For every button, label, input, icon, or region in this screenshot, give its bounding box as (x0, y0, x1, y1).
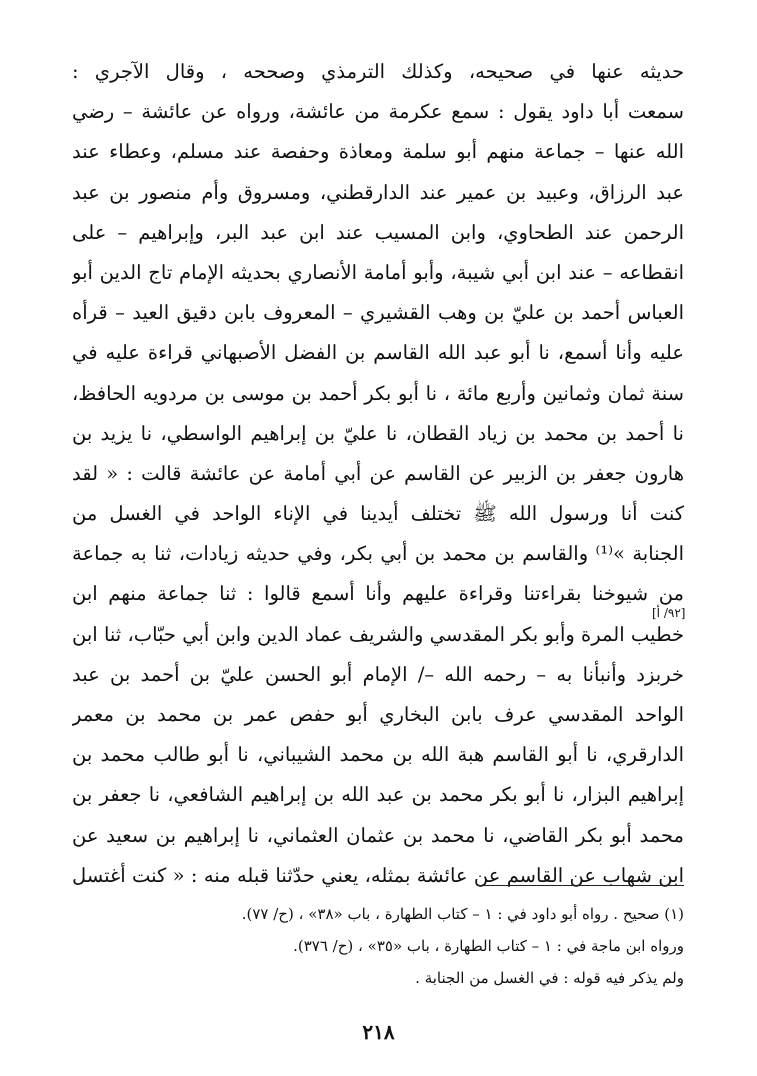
text-line: سمعت أبا داود يقول : سمع عكرمة من عائشة، ورواه عن عائشة – رضي (72, 100, 684, 124)
text-line: هارون جعفر بن الزبير عن القاسم عن أبي أمامة عن عائشة قالت : « لقد (72, 461, 684, 485)
text-line: خطيب المرة وأبو بكر المقدسي والشريف عماد الدين وابن أبي حبّاب، ثنا ابن (72, 622, 684, 646)
footnotes-block (160, 898, 684, 994)
page-number: ٢١٨ (362, 1020, 395, 1044)
text-line: انقطاعه – عند ابن أبي شيبة، وأبو أمامة الأنصاري بحديثه الإمام تاج الدين أبو (72, 260, 684, 284)
footnote-separator (478, 885, 684, 886)
footnote-line: ورواه ابن ماجة في : ١ – كتاب الطهارة ، باب «٣٥» ، (ح/ ٣٧٦). (293, 937, 684, 955)
text-line: خربزد وأنبأنا به – رحمه الله –/ الإمام أبو الحسن عليّ بن أحمد بن عبد (72, 662, 684, 686)
text-line: حديثه عنها في صحيحه، وكذلك الترمذي وصححه ، وقال الآجري : (72, 60, 684, 83)
text-line: الله عنها – جماعة منهم أبو سلمة ومعاذة وحفصة عند مسلم، وعطاء عند (72, 140, 684, 164)
text-line: محمد أبو بكر القاضي، نا محمد بن عثمان العثماني، نا إبراهيم بن سعيد عن (72, 823, 684, 847)
text-line: الجنابة »⁽¹⁾ والقاسم بن محمد بن أبي بكر، وفي حديثه زيادات، ثنا به جماعة (72, 542, 684, 566)
text-line: إبراهيم البزار، نا أبو بكر محمد بن عبد الله بن إبراهيم الشافعي، نا جعفر بن (72, 783, 684, 807)
text-line: عبد الرزاق، وعبيد بن عمير عند الدارقطني، ومسروق وأم منصور بن عبد (72, 180, 684, 204)
text-line: العباس أحمد بن عليّ بن وهب القشيري – المعروف بابن دقيق العيد – قرأه (72, 301, 684, 325)
text-line: نا أحمد بن محمد بن زياد القطان، نا عليّ بن إبراهيم الواسطي، نا يزيد بن (72, 421, 684, 445)
main-text-block (72, 52, 684, 896)
text-line: الواحد المقدسي عرف بابن البخاري أبو حفص عمر بن محمد بن معمر (72, 703, 684, 726)
text-line: عليه وأنا أسمع، نا أبو عبد الله القاسم بن الفضل الأصبهاني قراءة عليه في (72, 341, 684, 365)
text-line: كنت أنا ورسول الله ﷺ تختلف أيدينا في الإناء الواحد في الغسل من (72, 502, 684, 526)
text-line: ابن شهاب عن القاسم عن عائشة بمثله، يعني حدّثنا قبله منه : « كنت أغتسل (72, 863, 684, 887)
text-line: الرحمن عند الطحاوي، وابن المسيب عند ابن عبد البر، وإبراهيم – على (72, 220, 684, 244)
manuscript-folio-marker: [٩٢/ أ] (652, 606, 686, 620)
footnote-line: ولم يذكر فيه قوله : في الغسل من الجنابة . (415, 969, 684, 987)
text-line: الدارقري، نا أبو القاسم هبة الله بن محمد الشيباني، نا أبو طالب محمد بن (72, 743, 684, 767)
text-line: سنة ثمان وثمانين وأربع مائة ، نا أبو بكر أحمد بن موسى بن مردويه الحافظ، (72, 381, 684, 405)
text-line: من شيوخنا بقراءتنا وقراءة عليهم وأنا أسمع قالوا : ثنا جماعة منهم ابن (72, 582, 684, 606)
footnote-line: (١) صحيح . رواه أبو داود في : ١ – كتاب الطهارة ، باب «٣٨» ، (ح/ ٧٧). (241, 905, 684, 923)
